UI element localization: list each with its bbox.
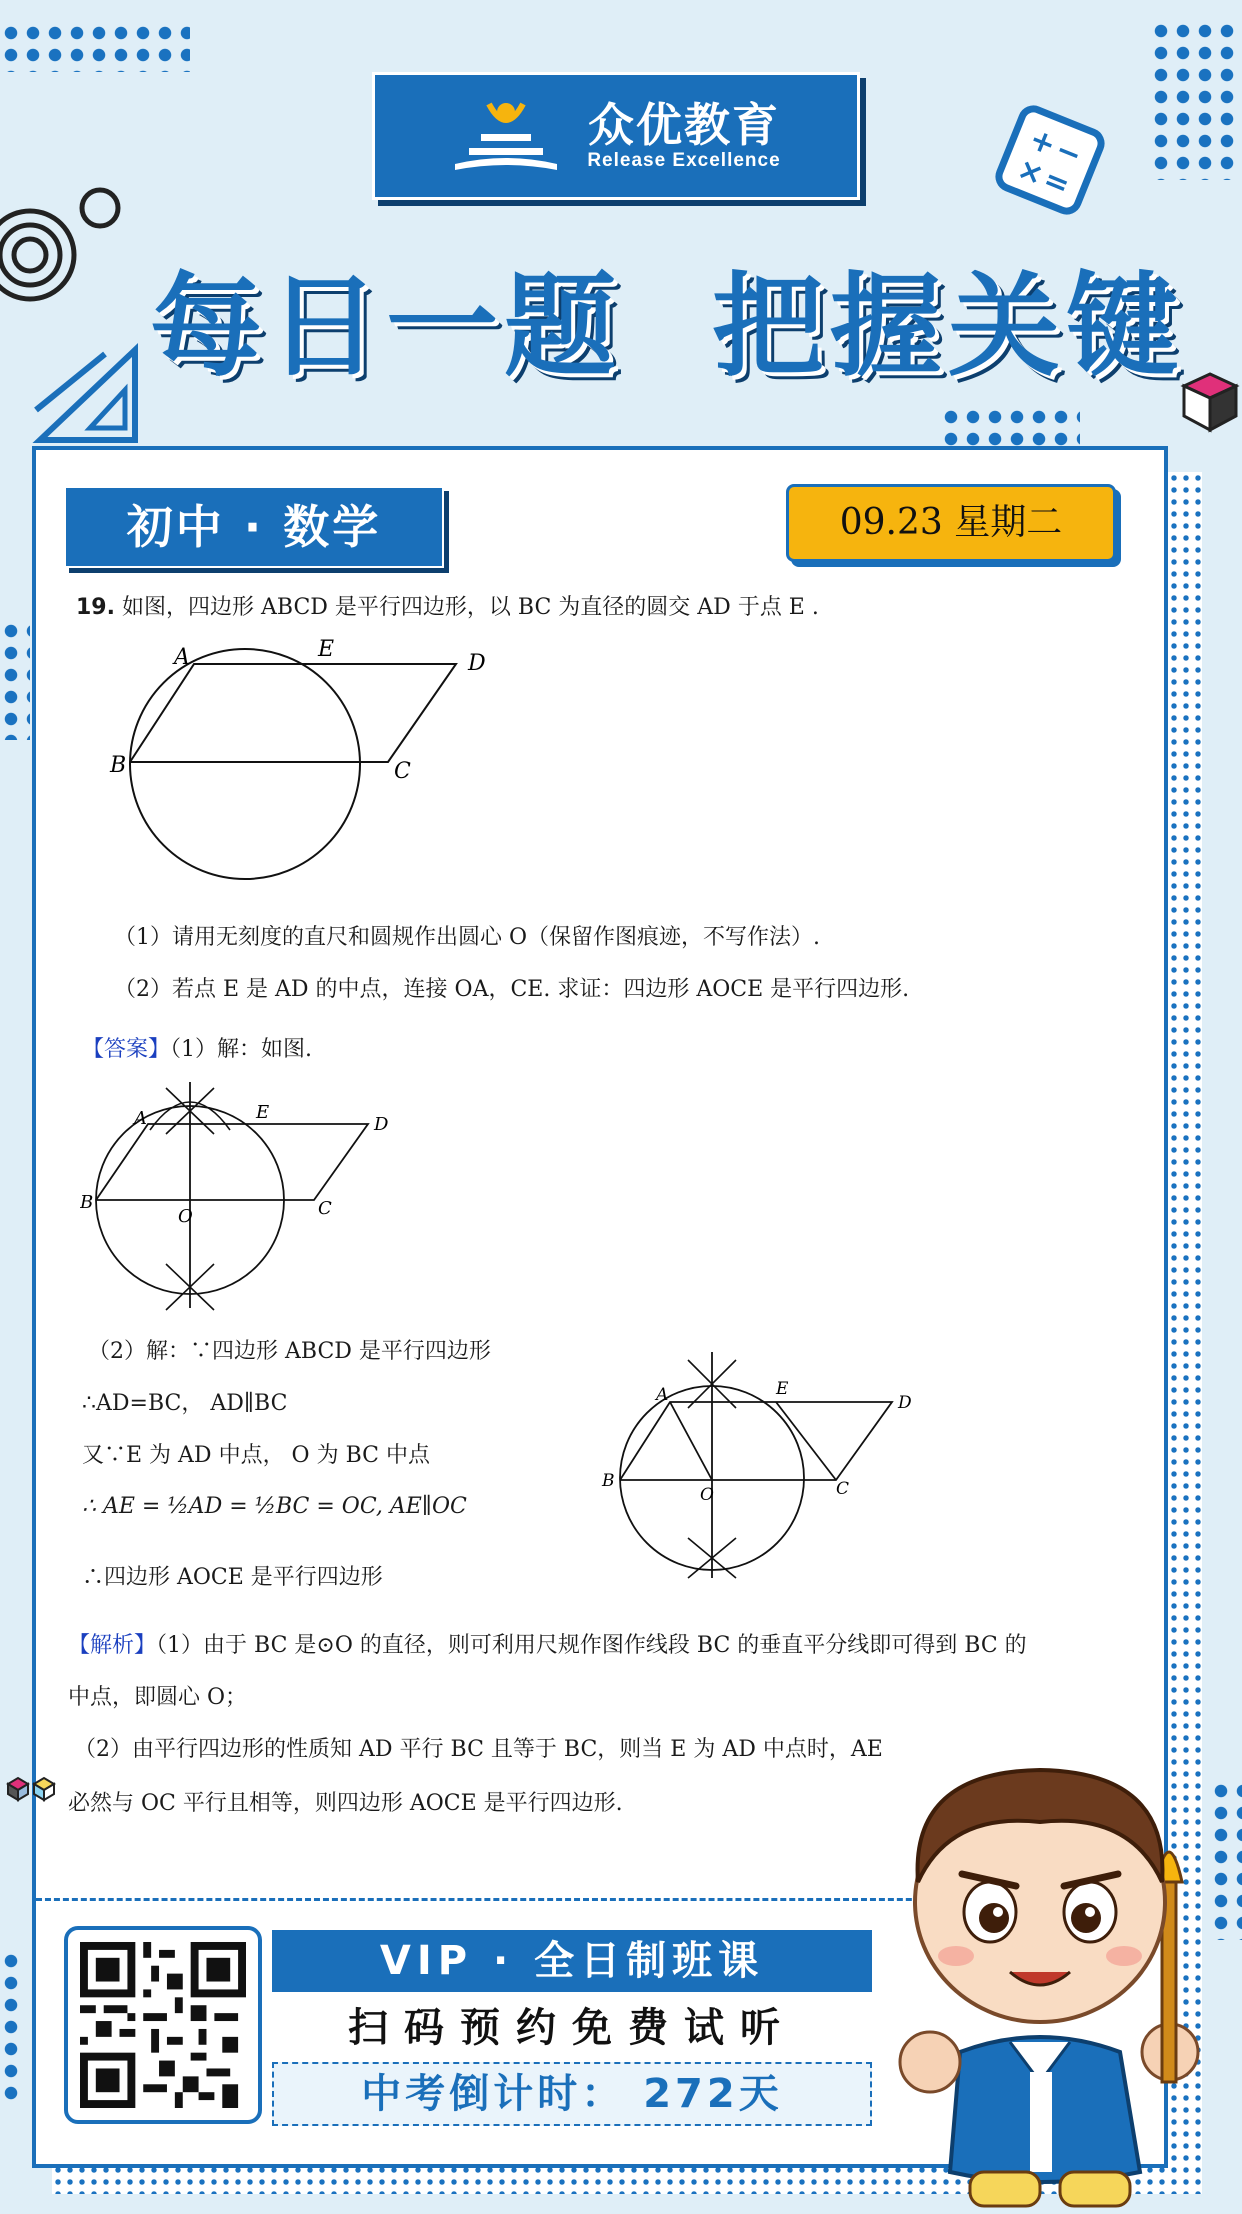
question-figure [102, 636, 522, 896]
question-stem-text: 如图，四边形 ABCD 是平行四边形，以 BC 为直径的圆交 AD 于点 E . [121, 595, 819, 620]
dot-pattern-left [0, 620, 30, 740]
answer-part-1: （1）解：如图. [170, 1037, 313, 1062]
dot-pattern-top-left [0, 22, 190, 72]
analysis-line-4: 必然与 OC 平行且相等，则四边形 AOCE 是平行四边形. [68, 1791, 623, 1816]
mascot-boy-illustration [870, 1752, 1242, 2212]
label-d-2: D [374, 1114, 389, 1135]
label-e-3: E [776, 1379, 789, 1399]
analysis-line-1-text: （1）由于 BC 是⊙O 的直径，则可利用尺规作图作线段 BC 的垂直平分线即可得到 BC 的 [156, 1633, 1027, 1658]
brand-emblem-icon [451, 96, 561, 176]
answer-figure [80, 1078, 410, 1314]
page-headline: 每日一题 把握关键 [150, 262, 1184, 392]
answer-line-4: ∴ AE = ½AD = ½BC = OC, AE∥OC [82, 1494, 467, 1519]
concentric-circles-icon [0, 180, 140, 320]
label-e-2: E [256, 1102, 270, 1123]
answer-tag: 【答案】 [82, 1037, 171, 1062]
label-o-3: O [700, 1485, 714, 1505]
small-cubes-icon [4, 1774, 60, 1804]
qr-code-icon [80, 1942, 246, 2108]
analysis-tag: 【解析】 [68, 1633, 157, 1658]
answer-line-5: ∴四边形 AOCE 是平行四边形 [82, 1565, 383, 1590]
dot-pattern-bottom-left [0, 1950, 26, 2100]
label-d: D [468, 651, 486, 676]
triangle-ruler-icon [30, 340, 150, 450]
label-o-2: O [178, 1206, 193, 1227]
label-c-3: C [836, 1479, 850, 1499]
cube-icon [1180, 370, 1240, 434]
answer-line-3: 又∵E 为 AD 中点， O 为 BC 中点 [82, 1443, 430, 1468]
label-b: B [110, 753, 127, 778]
brand-logo [372, 72, 860, 200]
analysis-line-2: 中点，即圆心 O； [68, 1685, 248, 1710]
label-e: E [318, 637, 335, 662]
analysis-line-3: （2）由平行四边形的性质知 AD 平行 BC 且等于 BC，则当 E 为 AD 中点时，AE [74, 1737, 883, 1762]
qr-code[interactable] [64, 1926, 262, 2124]
label-b-2: B [80, 1192, 94, 1213]
brand-name [587, 97, 781, 173]
brand-name-cn: 众优教育 [587, 97, 780, 152]
free-trial-text: 扫码预约免费试听 [348, 2005, 796, 2051]
label-c-2: C [318, 1198, 332, 1219]
answer-line-2: ∴AD=BC， AD∥BC [82, 1391, 288, 1416]
question-number: 19. [76, 595, 115, 620]
svg-text:=: = [1038, 161, 1075, 204]
subject-tag: 初中 · 数学 [64, 486, 444, 568]
svg-text:−: − [1050, 132, 1087, 174]
svg-text:×: × [1012, 151, 1049, 194]
question-stem [76, 590, 819, 621]
label-b-3: B [602, 1471, 615, 1491]
proof-figure [600, 1350, 920, 1580]
dot-pattern-top-right [1150, 20, 1242, 180]
brand-name-en: Release Excellence [587, 150, 781, 172]
label-c: C [394, 759, 411, 784]
svg-text:+: + [1024, 121, 1061, 164]
label-a-2: A [134, 1108, 147, 1129]
dot-pattern-mid-right [940, 406, 1080, 446]
analysis-line-1 [68, 1628, 1027, 1659]
label-a-3: A [656, 1385, 669, 1405]
question-part-1: （1）请用无刻度的直尺和圆规作出圆心 O（保留作图痕迹，不写作法）. [114, 925, 821, 950]
date-tag: 09.23 星期二 [786, 484, 1116, 562]
vip-banner: VIP · 全日制班课 [272, 1930, 872, 1992]
answer-heading [82, 1032, 312, 1063]
label-d-3: D [898, 1393, 912, 1413]
exam-countdown: 中考倒计时： 272天 [272, 2062, 872, 2126]
label-a: A [174, 645, 190, 670]
question-part-2: （2）若点 E 是 AD 的中点，连接 OA，CE. 求证：四边形 AOCE 是平行四边形. [114, 977, 910, 1002]
answer-line-1: （2）解：∵四边形 ABCD 是平行四边形 [88, 1339, 491, 1364]
calculator-icon [990, 100, 1110, 220]
